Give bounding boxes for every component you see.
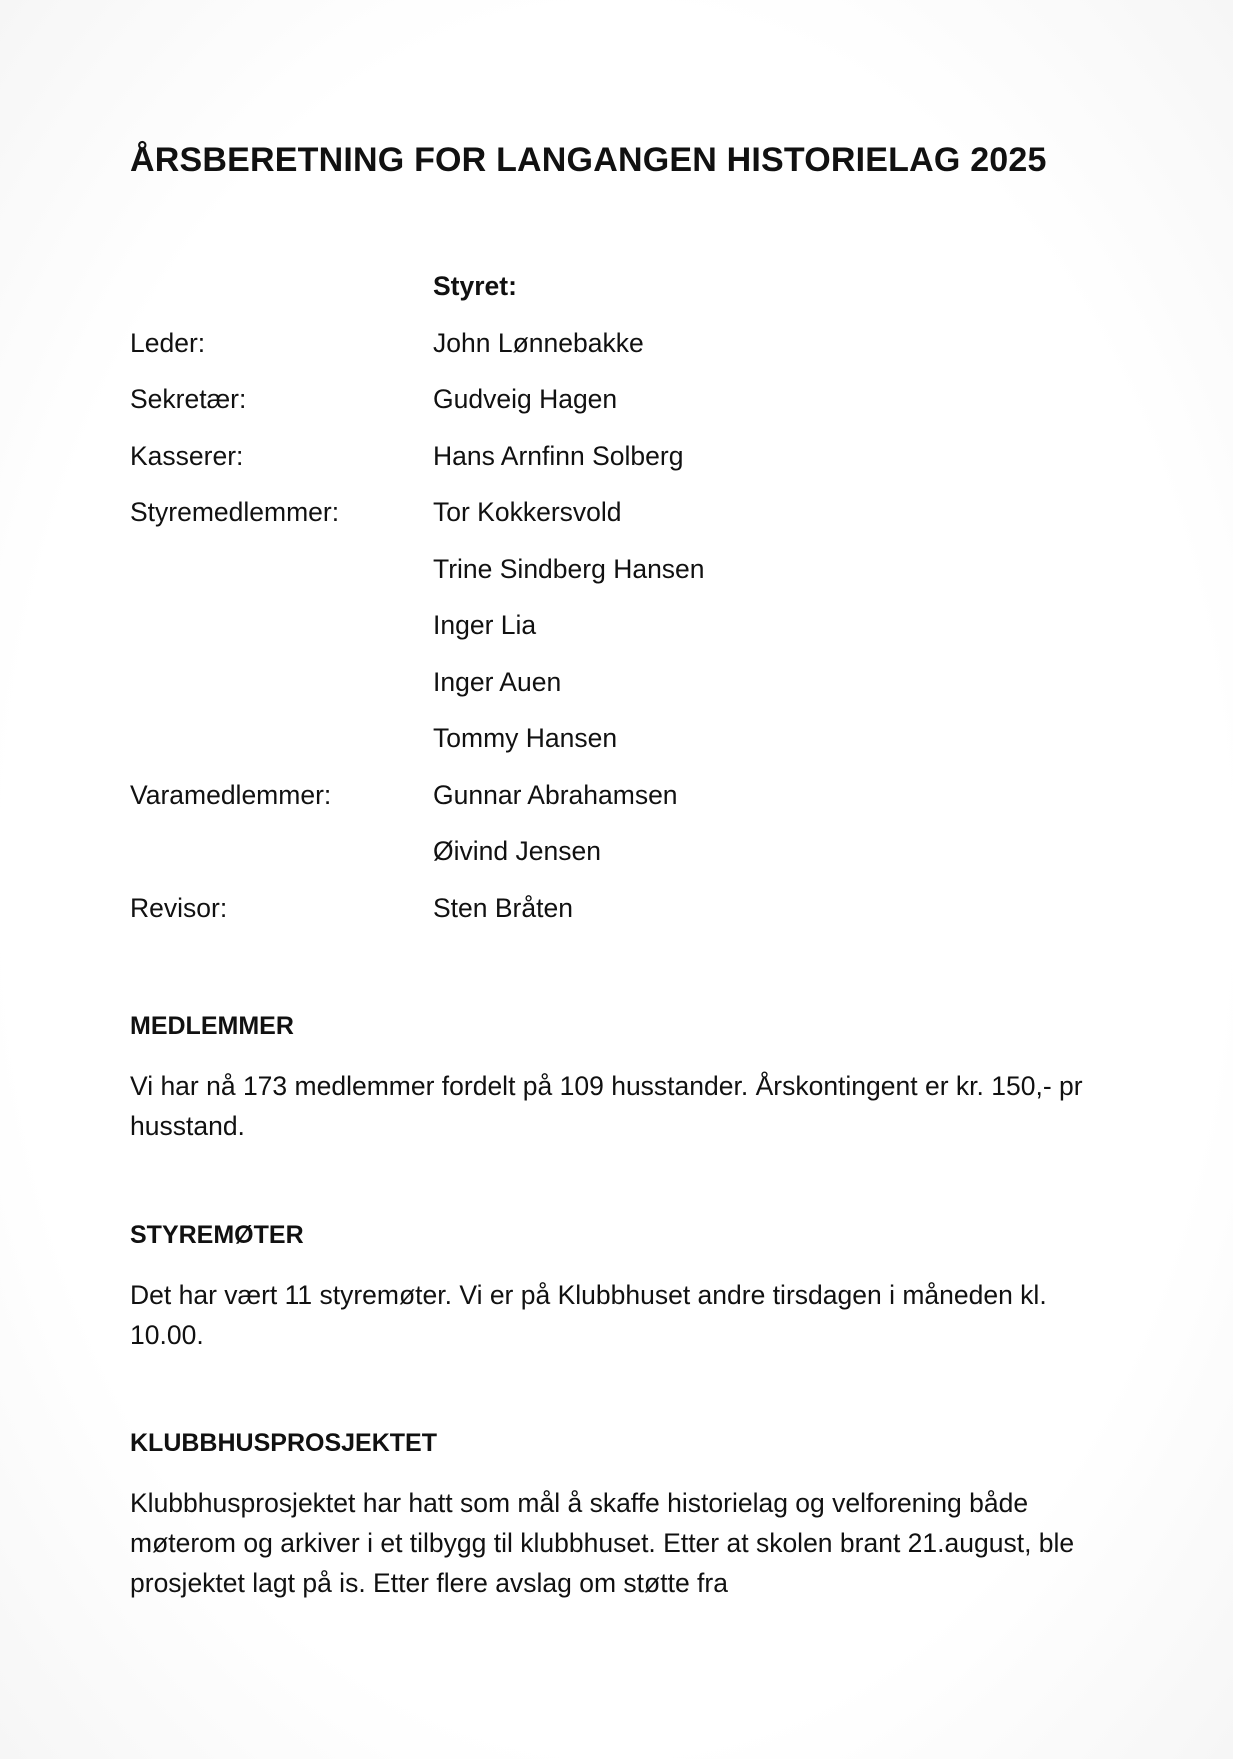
- board-row-styremedlem: [130, 553, 1030, 610]
- section-klubbhusprosjektet: [130, 1427, 1120, 1603]
- board-row-styremedlem: [130, 496, 1030, 553]
- board-row-varamedlem: [130, 835, 1030, 892]
- board-row-styremedlem: [130, 609, 1030, 666]
- board-row-styremedlem: [130, 722, 1030, 779]
- board-member-name: Inger Auen: [433, 666, 562, 697]
- board-member-name: Tor Kokkersvold: [433, 497, 622, 527]
- board-member-name: Gudveig Hagen: [433, 384, 618, 414]
- board-member-name: Hans Arnfinn Solberg: [433, 440, 684, 471]
- section-paragraph: Vi har nå 173 medlemmer fordelt på 109 husstander. Årskontingent er kr. 150,- pr husstand.: [130, 1071, 1083, 1141]
- board-heading: Styret:: [433, 271, 517, 301]
- board-row-revisor: [130, 892, 1030, 949]
- document-content: [130, 138, 1120, 1598]
- board-member-name: Øivind Jensen: [433, 836, 601, 866]
- board-role: Sekretær:: [130, 384, 247, 414]
- board-role: Varamedlemmer:: [130, 779, 332, 810]
- board-member-name: Gunnar Abrahamsen: [433, 779, 678, 810]
- section-medlemmer: [130, 1010, 1120, 1146]
- section-heading: STYREMØTER: [130, 1221, 304, 1249]
- board-row-sekretaer: [130, 383, 1030, 440]
- board-role: Kasserer:: [130, 440, 244, 471]
- board-role: Revisor:: [130, 892, 228, 923]
- section-paragraph: Det har vært 11 styremøter. Vi er på Klubbhuset andre tirsdagen i måneden kl. 10.00.: [130, 1280, 1047, 1350]
- section-styremoter: [130, 1219, 1120, 1355]
- board-member-name: Sten Bråten: [433, 892, 573, 923]
- board-member-name: Trine Sindberg Hansen: [433, 553, 705, 584]
- document-title: ÅRSBERETNING FOR LANGANGEN HISTORIELAG 2025: [130, 141, 1047, 179]
- board-row-leder: [130, 327, 1030, 384]
- board-row-varamedlem: [130, 779, 1030, 836]
- board-row-kasserer: [130, 440, 1030, 497]
- board-member-name: Inger Lia: [433, 610, 537, 640]
- section-paragraph: Klubbhusprosjektet har hatt som mål å skaffe historielag og velforening både møterom og arkiver i et tilbygg til klubbhuset. Etter at skolen brant 21.august, ble prosjektet lagt på is. Etter flere avslag om støtte fra: [130, 1488, 1075, 1598]
- board-heading-row: [130, 270, 1030, 327]
- board-list: [130, 270, 1030, 948]
- section-heading: MEDLEMMER: [130, 1012, 294, 1040]
- board-role: Styremedlemmer:: [130, 497, 340, 527]
- board-member-name: Tommy Hansen: [433, 723, 618, 753]
- board-row-styremedlem: [130, 666, 1030, 723]
- board-role: Leder:: [130, 327, 206, 358]
- section-heading: KLUBBHUSPROSJEKTET: [130, 1429, 437, 1457]
- board-member-name: John Lønnebakke: [433, 327, 644, 358]
